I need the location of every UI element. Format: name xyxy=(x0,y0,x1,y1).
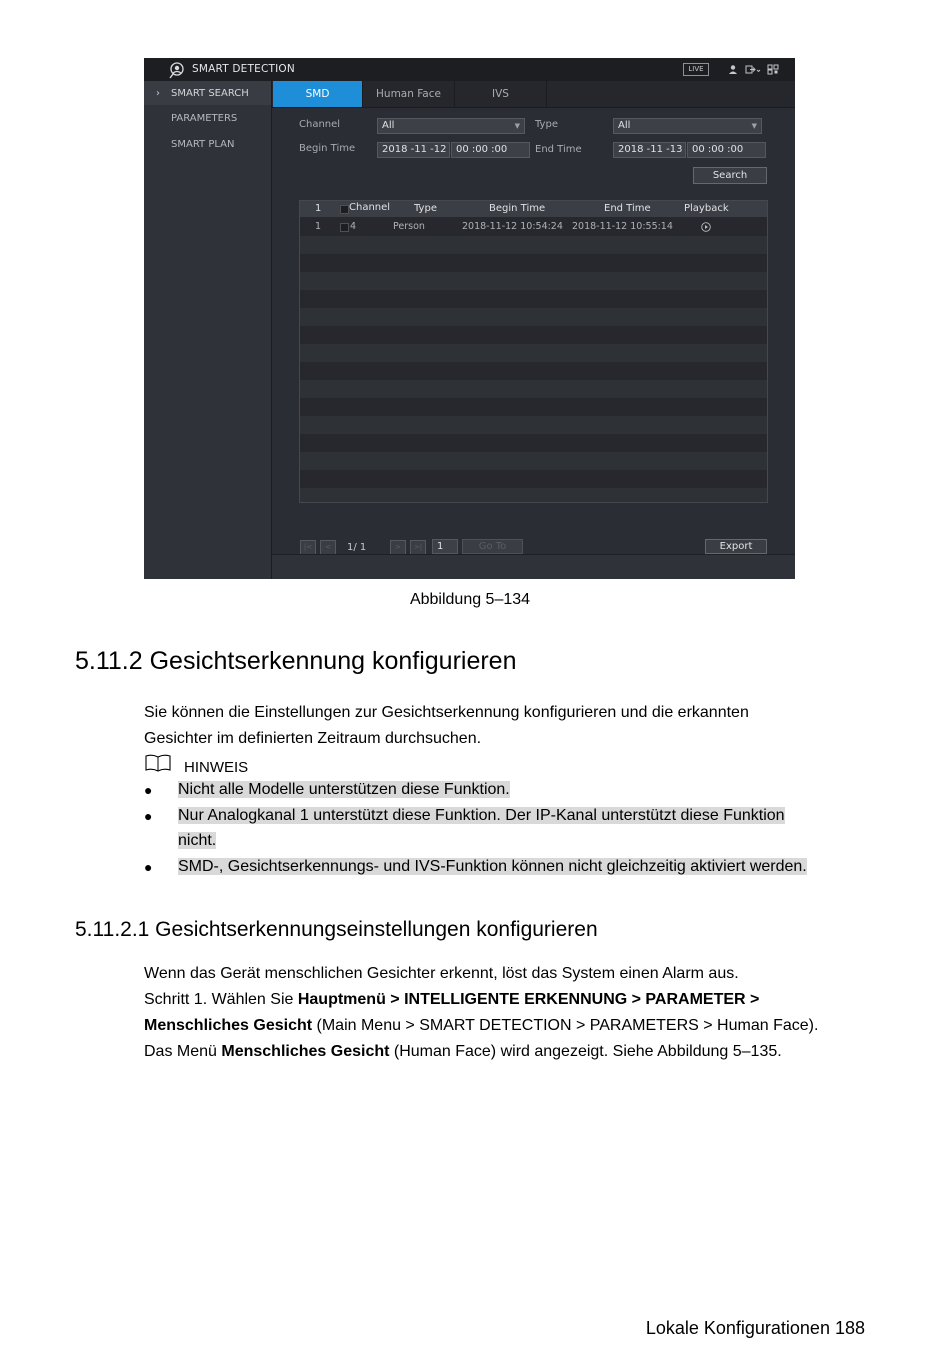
title-bar xyxy=(144,58,795,81)
row-index: 1 xyxy=(315,221,322,232)
last-page-button[interactable]: >| xyxy=(410,540,426,555)
note-item-3: SMD-, Gesichtserkennungs- und IVS-Funktion können nicht gleichzeitig aktiviert werden. xyxy=(178,858,807,875)
table-row xyxy=(300,362,767,380)
header-end-time: End Time xyxy=(604,203,651,214)
type-label: Type xyxy=(535,119,558,130)
table-row xyxy=(300,290,767,308)
sidebar-chevron-icon: › xyxy=(156,88,160,99)
header-channel: Channel xyxy=(349,202,391,213)
end-date-input[interactable]: 2018 -11 -13 xyxy=(613,142,686,158)
intro-line-1: Sie können die Einstellungen zur Gesichtserkennung konfigurieren und die erkannten xyxy=(144,704,749,721)
app-title: SMART DETECTION xyxy=(192,63,295,75)
table-row xyxy=(300,326,767,344)
intro-line-2: Gesichter im definierten Zeitraum durchsuchen. xyxy=(144,730,482,747)
logout-icon[interactable] xyxy=(745,64,761,75)
table-row xyxy=(300,416,767,434)
row-checkbox[interactable] xyxy=(340,223,349,232)
smart-detection-screenshot xyxy=(144,58,795,579)
note-label: HINWEIS xyxy=(184,759,249,776)
tab-ivs[interactable]: IVS xyxy=(455,81,547,107)
begin-date-input[interactable]: 2018 -11 -12 xyxy=(377,142,450,158)
next-page-button[interactable]: > xyxy=(390,540,406,555)
row-end-time: 2018-11-12 10:55:14 xyxy=(572,221,673,232)
step-1-line-2: Menschliches Gesicht (Main Menu > SMART DETECTION > PARAMETERS > Human Face). xyxy=(144,1017,819,1034)
search-button[interactable]: Search xyxy=(693,167,767,184)
bottom-bar xyxy=(272,554,795,579)
table-row xyxy=(300,236,767,254)
select-all-checkbox[interactable] xyxy=(340,205,349,214)
begin-time-label: Begin Time xyxy=(299,143,356,154)
tab-smd[interactable]: SMD xyxy=(273,81,363,107)
header-type: Type xyxy=(414,203,437,214)
goto-page-input[interactable]: 1 xyxy=(432,539,458,554)
header-playback: Playback xyxy=(684,203,729,214)
end-time-label: End Time xyxy=(535,144,582,155)
row-channel: 4 xyxy=(350,221,357,232)
bullet-icon: ● xyxy=(144,782,153,798)
begin-time-input[interactable]: 00 :00 :00 xyxy=(451,142,530,158)
table-row xyxy=(300,398,767,416)
end-time-input[interactable]: 00 :00 :00 xyxy=(687,142,766,158)
table-row xyxy=(300,434,767,452)
first-page-button[interactable]: |< xyxy=(300,540,316,555)
table-row xyxy=(300,452,767,470)
row-type: Person xyxy=(393,221,425,232)
type-select[interactable] xyxy=(613,118,762,134)
figure-caption: Abbildung 5–134 xyxy=(409,591,531,608)
bullet-icon: ● xyxy=(144,859,153,875)
book-icon xyxy=(144,753,172,773)
table-row[interactable] xyxy=(300,218,767,236)
export-button[interactable]: Export xyxy=(705,539,767,554)
sidebar-item-smart-search[interactable]: SMART SEARCH xyxy=(171,88,249,99)
tab-bar xyxy=(272,81,795,108)
results-table xyxy=(299,200,768,503)
page-footer: Lokale Konfigurationen 188 xyxy=(645,1318,865,1338)
body-line-1: Wenn das Gerät menschlichen Gesichter erkennt, löst das System einen Alarm aus. xyxy=(144,965,739,982)
table-header xyxy=(300,201,767,217)
sidebar xyxy=(144,81,272,579)
table-row xyxy=(300,272,767,290)
header-begin-time: Begin Time xyxy=(489,203,546,214)
type-select-value: All xyxy=(618,120,631,131)
table-row xyxy=(300,344,767,362)
row-begin-time: 2018-11-12 10:54:24 xyxy=(462,221,563,232)
table-row xyxy=(300,488,767,503)
channel-label: Channel xyxy=(299,119,341,130)
smart-search-panel xyxy=(272,108,795,579)
smart-detection-logo-icon xyxy=(168,61,186,79)
table-row xyxy=(300,380,767,398)
playback-icon[interactable] xyxy=(701,222,711,232)
sidebar-item-smart-plan[interactable]: SMART PLAN xyxy=(171,139,235,150)
qr-code-icon[interactable] xyxy=(767,64,779,75)
header-index: 1 xyxy=(315,203,322,214)
subsection-heading: 5.11.2.1 Gesichtserkennungseinstellungen konfigurieren xyxy=(75,918,598,941)
user-icon[interactable] xyxy=(727,64,739,75)
chevron-down-icon: ▼ xyxy=(514,122,520,130)
page-indicator: 1/ 1 xyxy=(347,542,367,553)
table-row xyxy=(300,254,767,272)
sidebar-item-parameters[interactable]: PARAMETERS xyxy=(171,113,238,124)
chevron-down-icon: ▼ xyxy=(751,122,757,130)
step-1-line-3: Das Menü Menschliches Gesicht (Human Face) wird angezeigt. Siehe Abbildung 5–135. xyxy=(144,1043,782,1060)
prev-page-button[interactable]: < xyxy=(320,540,336,555)
live-button[interactable]: LIVE xyxy=(683,63,709,76)
note-item-2: Nur Analogkanal 1 unterstützt diese Funktion. Der IP-Kanal unterstützt diese Funktion xyxy=(178,807,785,824)
step-1-line: Schritt 1. Wählen Sie Hauptmenü > INTELLIGENTE ERKENNUNG > PARAMETER > xyxy=(144,991,760,1008)
note-item-2-continued: nicht. xyxy=(178,832,217,849)
section-heading: 5.11.2 Gesichtserkennung konfigurieren xyxy=(75,647,517,675)
note-item-1: Nicht alle Modelle unterstützen diese Funktion. xyxy=(178,781,510,798)
table-row xyxy=(300,308,767,326)
table-row xyxy=(300,470,767,488)
channel-select[interactable] xyxy=(377,118,525,134)
bullet-icon: ● xyxy=(144,808,153,824)
channel-select-value: All xyxy=(382,120,395,131)
tab-human-face[interactable]: Human Face xyxy=(363,81,455,107)
goto-button[interactable]: Go To xyxy=(462,539,523,554)
